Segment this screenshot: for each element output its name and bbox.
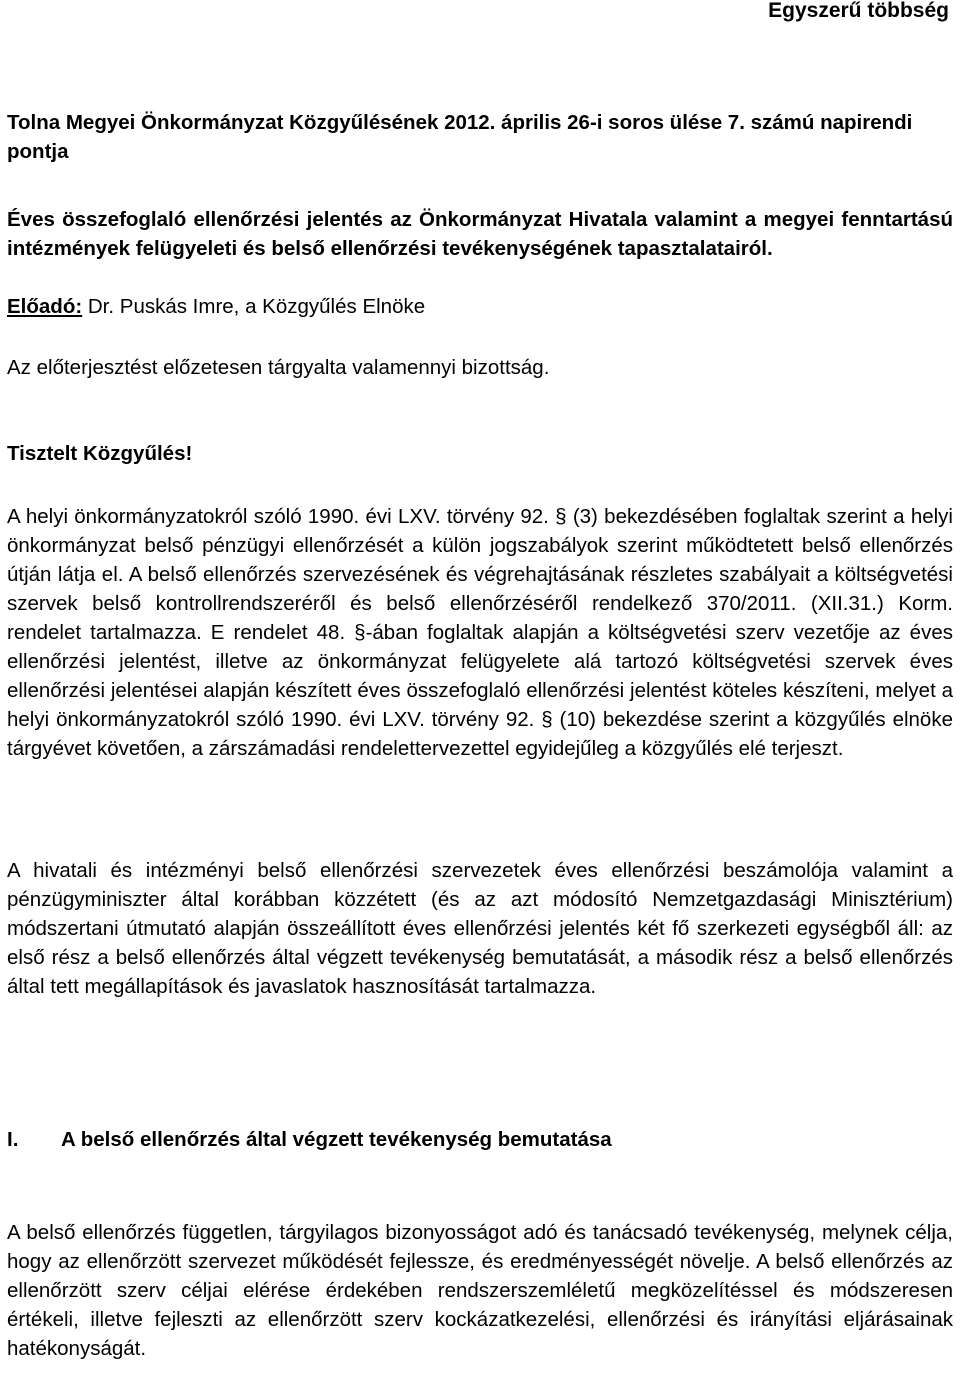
presenter-label: Előadó: (7, 295, 83, 318)
majority-label: Egyszerű többség (768, 0, 949, 22)
agenda-subject: Éves összefoglaló ellenőrzési jelentés az Önkormányzat Hivatala valamint a megyei fenntartású intézmények felügyeleti és belső ellenőrzési tevékenységének tapasztalatairól. (7, 208, 953, 260)
committee-note: Az előterjesztést előzetesen tárgyalta valamennyi bizottság. (7, 356, 550, 379)
body-paragraph-3: A belső ellenőrzés független, tárgyilagos bizonyosságot adó és tanácsadó tevékenység, melynek célja, hogy az ellenőrzött szervezet működését fejlessze, és eredményességét növelje. A belső ellenőrzés az ellenőrzött szerv céljai elérése érdekében rendszerszemléletű megközelítéssel és módszeresen értékeli, illetve fejleszti az ellenőrzött szerv kockázatkezelési, ellenőrzési és irányítási eljárásainak hatékonyságát. (7, 1221, 953, 1360)
presenter-line (7, 292, 953, 321)
body-paragraph-2: A hivatali és intézményi belső ellenőrzési szervezetek éves ellenőrzési beszámolója valamint a pénzügyminiszter által korábban közzétett (és az azt módosító Nemzetgazdasági Minisztérium) módszertani útmutató alapján összeállított éves ellenőrzési jelentés két fő szerkezeti egységből áll: az első rész a belső ellenőrzés által végzett tevékenység bemutatását, a második rész a belső ellenőrzés által tett megállapítások és javaslatok hasznosítását tartalmazza. (7, 859, 953, 998)
presenter-name: Dr. Puskás Imre, a Közgyűlés Elnöke (87, 295, 426, 318)
section-number: I. (7, 1128, 19, 1151)
salutation: Tisztelt Közgyűlés! (7, 442, 193, 465)
section-title: A belső ellenőrzés által végzett tevékenység bemutatása (61, 1128, 612, 1151)
body-paragraph-1: A helyi önkormányzatokról szóló 1990. évi LXV. törvény 92. § (3) bekezdésében foglaltak szerint a helyi önkormányzat belső pénzügyi ellenőrzését a külön jogszabályok szerint működtetett belső ellenőrzés útján látja el. A belső ellenőrzés szervezésének és végrehajtásának részletes szabályait a költségvetési szervek belső kontrollrendszeréről és belső ellenőrzéséről rendelkező 370/2011. (XII.31.) Korm. rendelet tartalmazza. E rendelet 48. §-ában foglaltak alapján a költségvetési szerv vezetője az éves ellenőrzési jelentést, illetve az önkormányzat felügyelete alá tartozó költségvetési szervek éves ellenőrzési jelentései alapján készített éves összefoglaló ellenőrzési jelentést köteles készíteni, melyet a helyi önkormányzatokról szóló 1990. évi LXV. törvény 92. § (10) bekezdése szerint a közgyűlés elnöke tárgyévet követően, a zárszámadási rendelettervezettel egyidejűleg a közgyűlés elé terjeszt. (7, 505, 953, 760)
meeting-heading: Tolna Megyei Önkormányzat Közgyűlésének 2012. április 26-i soros ülése 7. számú napirendi pontja (7, 111, 913, 163)
section-heading (7, 1125, 953, 1154)
